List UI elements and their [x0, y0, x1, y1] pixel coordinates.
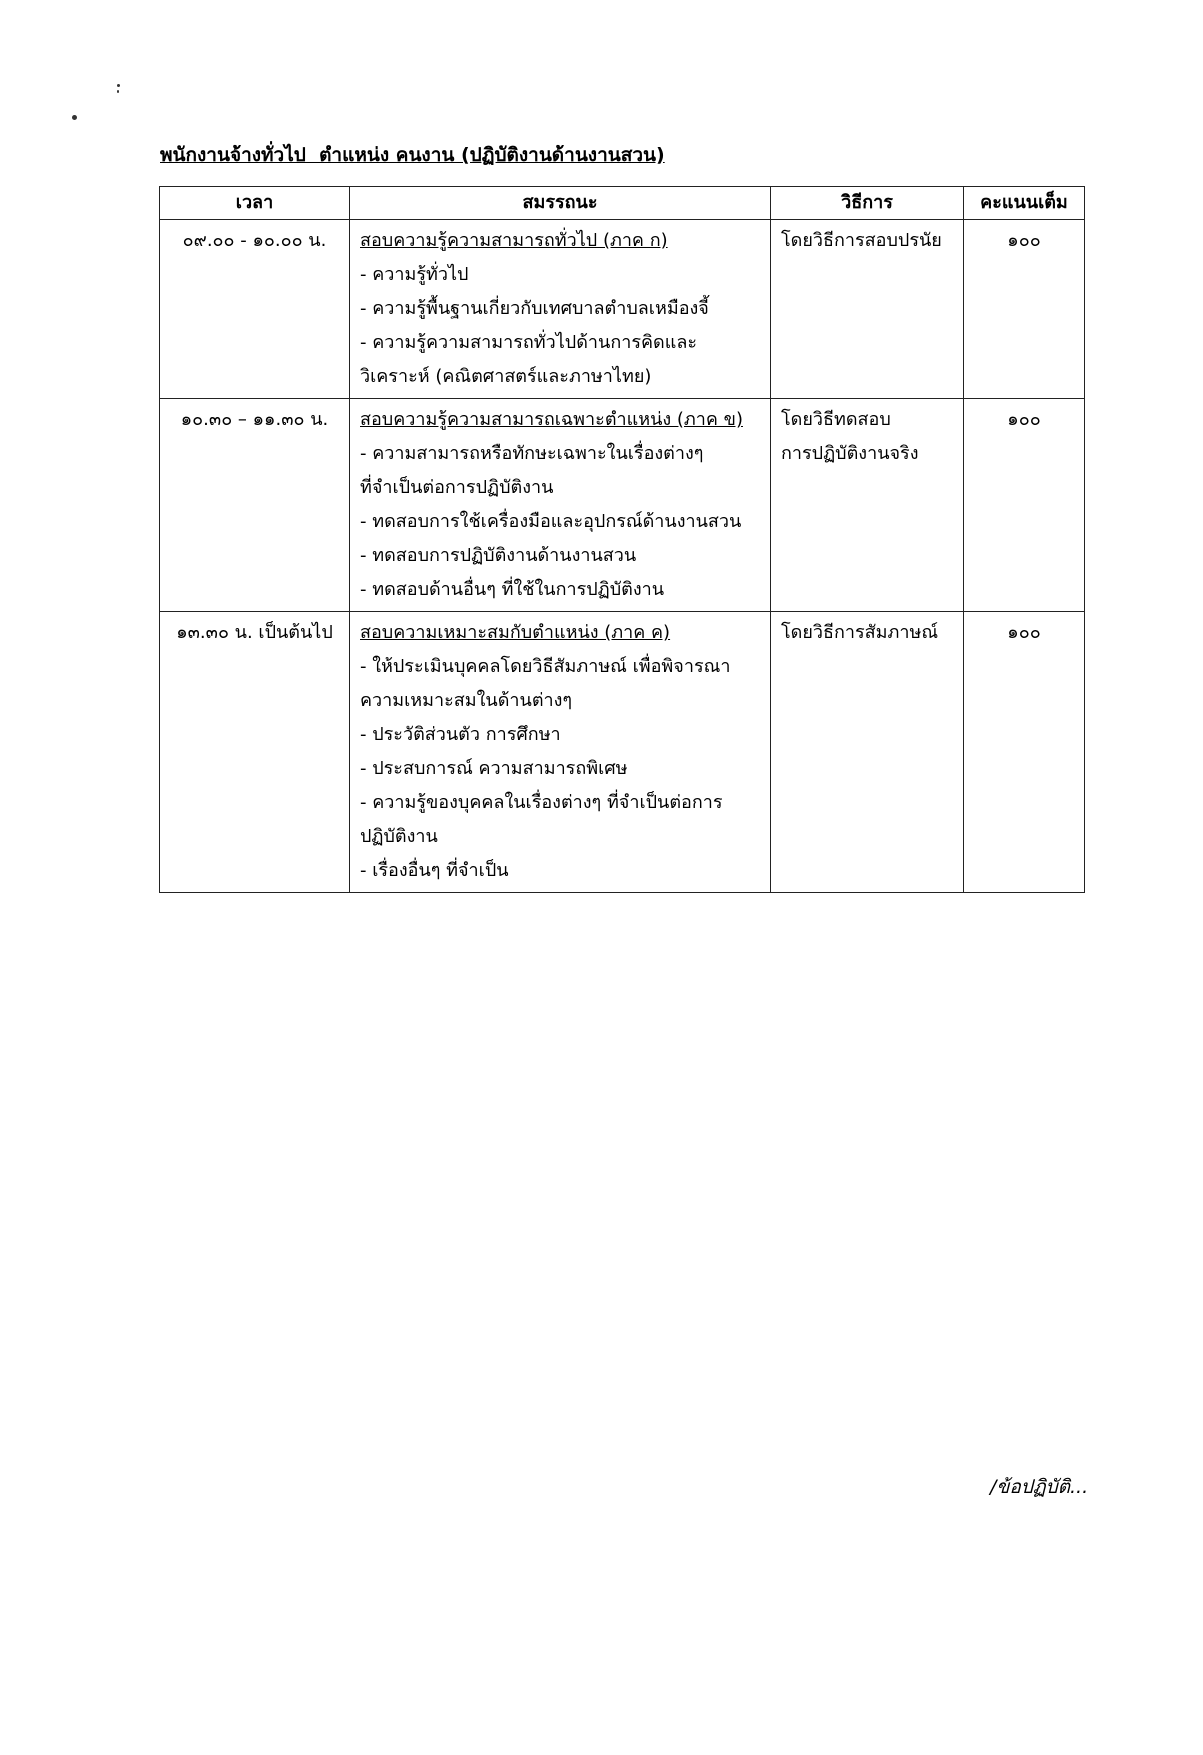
competency-item: - ประสบการณ์ ความสามารถพิเศษ [360, 758, 628, 779]
competency-item: ที่จำเป็นต่อการปฏิบัติงาน [360, 477, 554, 498]
header-time: เวลา [160, 187, 350, 220]
competency-item: - ความรู้ของบุคคลในเรื่องต่างๆ ที่จำเป็นต่อการ [360, 792, 723, 813]
time-cell: ๑๓.๓๐ น. เป็นต้นไป [160, 612, 350, 893]
competency-item: - ทดสอบการใช้เครื่องมือและอุปกรณ์ด้านงานสวน [360, 511, 742, 532]
competency-item: - ทดสอบด้านอื่นๆ ที่ใช้ในการปฏิบัติงาน [360, 579, 665, 600]
schedule-table [159, 186, 1085, 893]
competency-item: ปฏิบัติงาน [360, 826, 438, 847]
competency-cell [350, 399, 771, 612]
method-line: โดยวิธีการสัมภาษณ์ [781, 622, 939, 643]
score-cell: ๑๐๐ [964, 612, 1085, 893]
competency-item: - ประวัติส่วนตัว การศึกษา [360, 724, 561, 745]
table-row [160, 612, 1085, 893]
table-row [160, 220, 1085, 399]
scan-speck [72, 115, 77, 120]
competency-item: - ความรู้ทั่วไป [360, 264, 469, 285]
competency-item: วิเคราะห์ (คณิตศาสตร์และภาษาไทย) [360, 366, 652, 387]
header-method: วิธีการ [771, 187, 964, 220]
competency-item: - ให้ประเมินบุคคลโดยวิธีสัมภาษณ์ เพื่อพิจารณา [360, 656, 731, 677]
scan-speck [117, 90, 119, 93]
competency-item: ความเหมาะสมในด้านต่างๆ [360, 690, 573, 711]
competency-item: - ความรู้ความสามารถทั่วไปด้านการคิดและ [360, 332, 698, 353]
table-row [160, 399, 1085, 612]
competency-item: - ความรู้พื้นฐานเกี่ยวกับเทศบาลตำบลเหมืองจี้ [360, 298, 709, 319]
method-line: การปฏิบัติงานจริง [781, 443, 919, 464]
document-title: พนักงานจ้างทั่วไป ตำแหน่ง คนงาน (ปฏิบัติงานด้านงานสวน) [160, 144, 665, 166]
method-line: โดยวิธีทดสอบ [781, 409, 891, 430]
method-cell [771, 612, 964, 893]
competency-cell [350, 612, 771, 893]
header-full-score: คะแนนเต็ม [964, 187, 1085, 220]
competency-item: - ความสามารถหรือทักษะเฉพาะในเรื่องต่างๆ [360, 443, 704, 464]
header-competency: สมรรถนะ [350, 187, 771, 220]
continuation-note: /ข้อปฏิบัติ... [990, 1476, 1089, 1498]
competency-item: - ทดสอบการปฏิบัติงานด้านงานสวน [360, 545, 637, 566]
section-heading: สอบความรู้ความสามารถเฉพาะตำแหน่ง (ภาค ข) [360, 409, 743, 430]
section-heading: สอบความรู้ความสามารถทั่วไป (ภาค ก) [360, 230, 668, 251]
score-cell: ๑๐๐ [964, 399, 1085, 612]
section-heading: สอบความเหมาะสมกับตำแหน่ง (ภาค ค) [360, 622, 671, 643]
competency-cell [350, 220, 771, 399]
time-cell: ๐๙.๐๐ - ๑๐.๐๐ น. [160, 220, 350, 399]
method-line: โดยวิธีการสอบปรนัย [781, 230, 942, 251]
method-cell [771, 399, 964, 612]
competency-item: - เรื่องอื่นๆ ที่จำเป็น [360, 860, 509, 881]
score-cell: ๑๐๐ [964, 220, 1085, 399]
header-row [160, 187, 1085, 220]
time-cell: ๑๐.๓๐ – ๑๑.๓๐ น. [160, 399, 350, 612]
method-cell [771, 220, 964, 399]
scan-speck [117, 84, 120, 87]
